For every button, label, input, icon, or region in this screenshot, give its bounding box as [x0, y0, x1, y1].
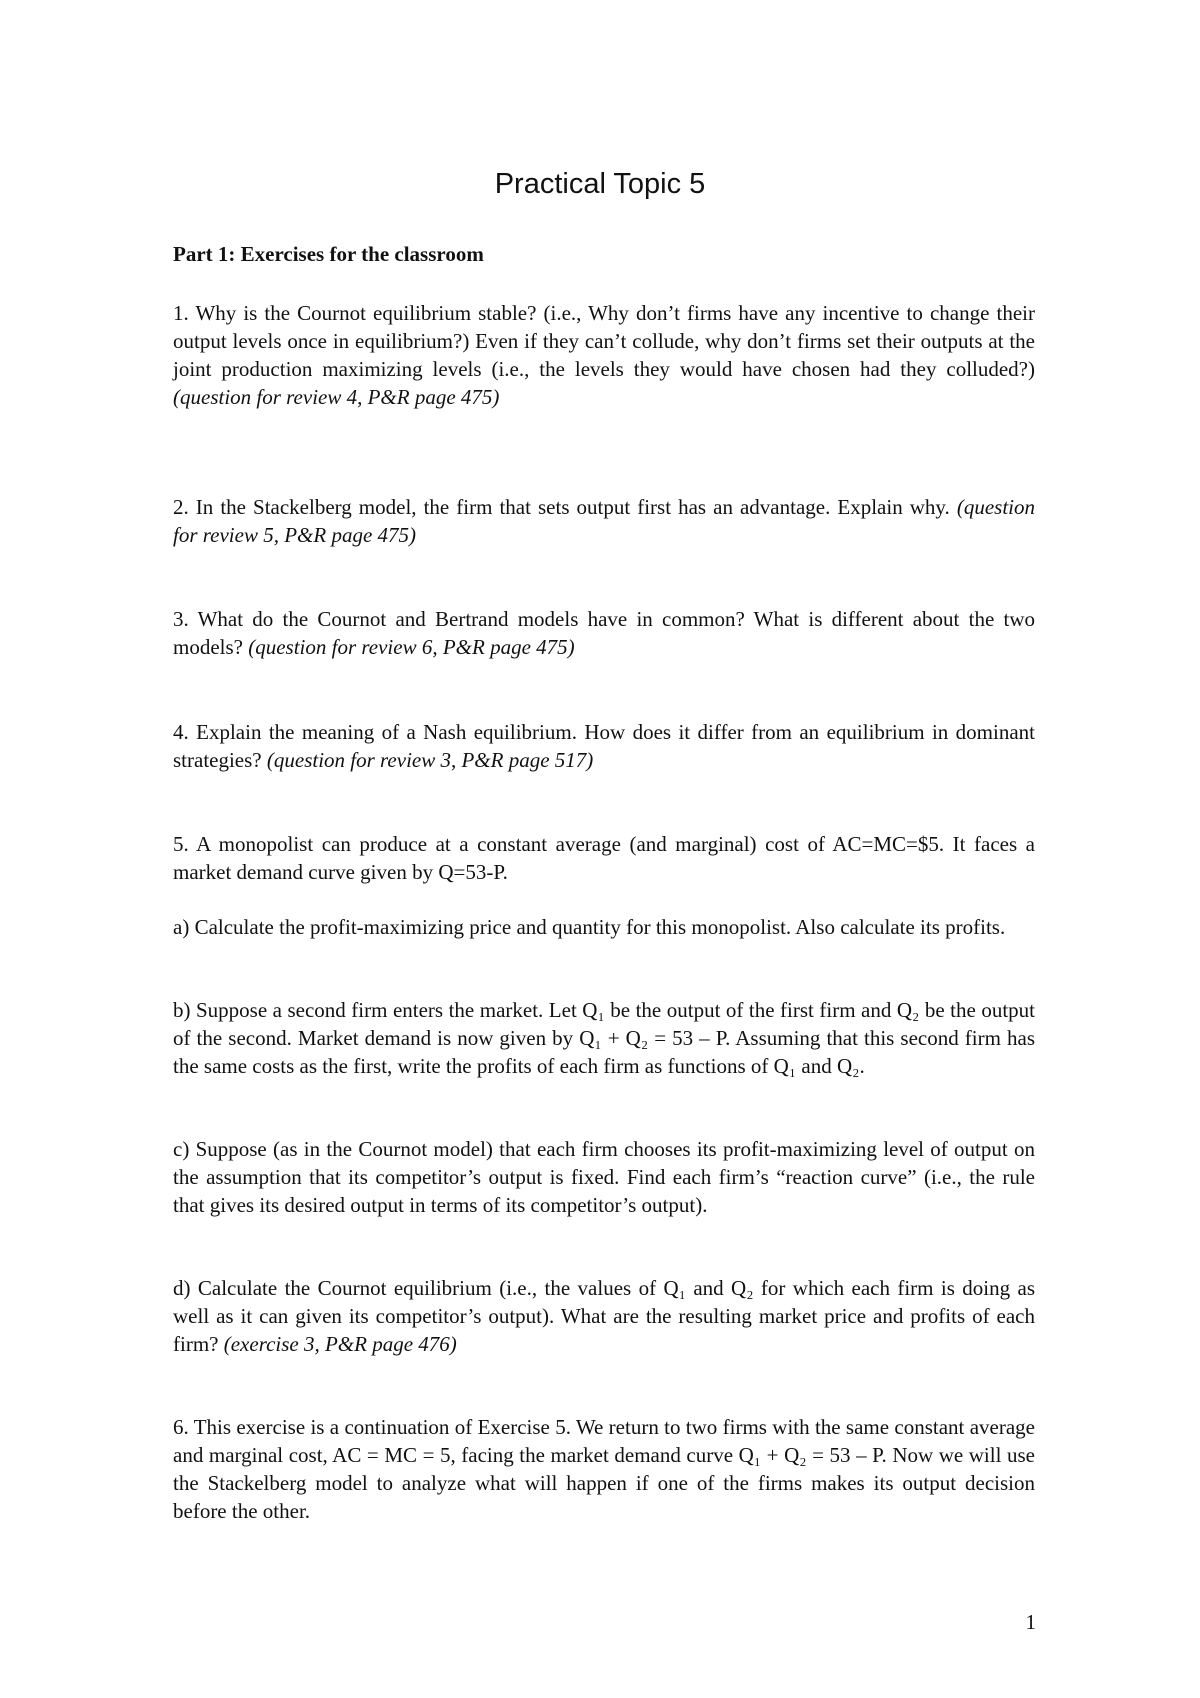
question-1: [173, 299, 1035, 411]
question-text: b) Suppose a second firm enters the market. Let Q₁ be the output of the first firm and Q₂ be the output of the second. Market demand is now given by Q₁ + Q₂ = 53 – P. Assuming that this second firm has the same costs as the first, write the profits of each firm as functions of Q₁ and Q₂.: [173, 998, 1035, 1078]
question-5c: [173, 1135, 1035, 1219]
question-2: [173, 493, 1035, 549]
question-reference: (question for review 4, P&R page 475): [173, 385, 500, 409]
question-text: 3. What do the Cournot and Bertrand models have in common? What is different about the two models?: [173, 607, 1035, 659]
question-text: 1. Why is the Cournot equilibrium stable? (i.e., Why don’t firms have any incentive to change their output levels once in equilibrium?) Even if they can’t collude, why don’t firms set their outputs at the joint production maximizing levels (i.e., the levels they would have chosen had they colluded?): [173, 301, 1035, 381]
question-4: [173, 718, 1035, 774]
question-reference: (exercise 3, P&R page 476): [223, 1332, 457, 1356]
question-text: d) Calculate the Cournot equilibrium (i.e., the values of Q₁ and Q₂ for which each firm is doing as well as it can given its competitor’s output). What are the resulting market price and profits of each firm?: [173, 1276, 1035, 1356]
question-reference: (question for review 3, P&R page 517): [266, 748, 594, 772]
question-text: 5. A monopolist can produce at a constant average (and marginal) cost of AC=MC=$5. It faces a market demand curve given by Q=53-P.: [173, 832, 1035, 884]
question-text: 2. In the Stackelberg model, the firm that sets output first has an advantage. Explain why.: [173, 495, 950, 519]
question-text: 4. Explain the meaning of a Nash equilibrium. How does it differ from an equilibrium in dominant strategies?: [173, 720, 1035, 772]
question-reference: (question for review 5, P&R page 475): [173, 495, 1036, 547]
question-5: [173, 830, 1035, 886]
question-5b: [173, 996, 1035, 1080]
question-text: c) Suppose (as in the Cournot model) that each firm chooses its profit-maximizing level of output on the assumption that its competitor’s output is fixed. Find each firm’s “reaction curve” (i.e., the rule that gives its desired output in terms of its competitor’s output).: [173, 1137, 1035, 1217]
question-reference: (question for review 6, P&R page 475): [248, 635, 575, 659]
question-5d: [173, 1274, 1035, 1358]
part-heading: Part 1: Exercises for the classroom: [173, 242, 484, 266]
question-text: 6. This exercise is a continuation of Exercise 5. We return to two firms with the same constant average and marginal cost, AC = MC = 5, facing the market demand curve Q₁ + Q₂ = 53 – P. Now we will use the Stackelberg model to analyze what will happen if one of the firms makes its output decision before the other.: [173, 1415, 1035, 1523]
question-5a: [173, 913, 1035, 941]
question-6: [173, 1413, 1035, 1525]
question-3: [173, 605, 1035, 661]
page-number: 1: [1025, 1610, 1036, 1634]
question-text: a) Calculate the profit-maximizing price and quantity for this monopolist. Also calculate its profits.: [173, 915, 1006, 939]
page-title: Practical Topic 5: [494, 168, 706, 200]
